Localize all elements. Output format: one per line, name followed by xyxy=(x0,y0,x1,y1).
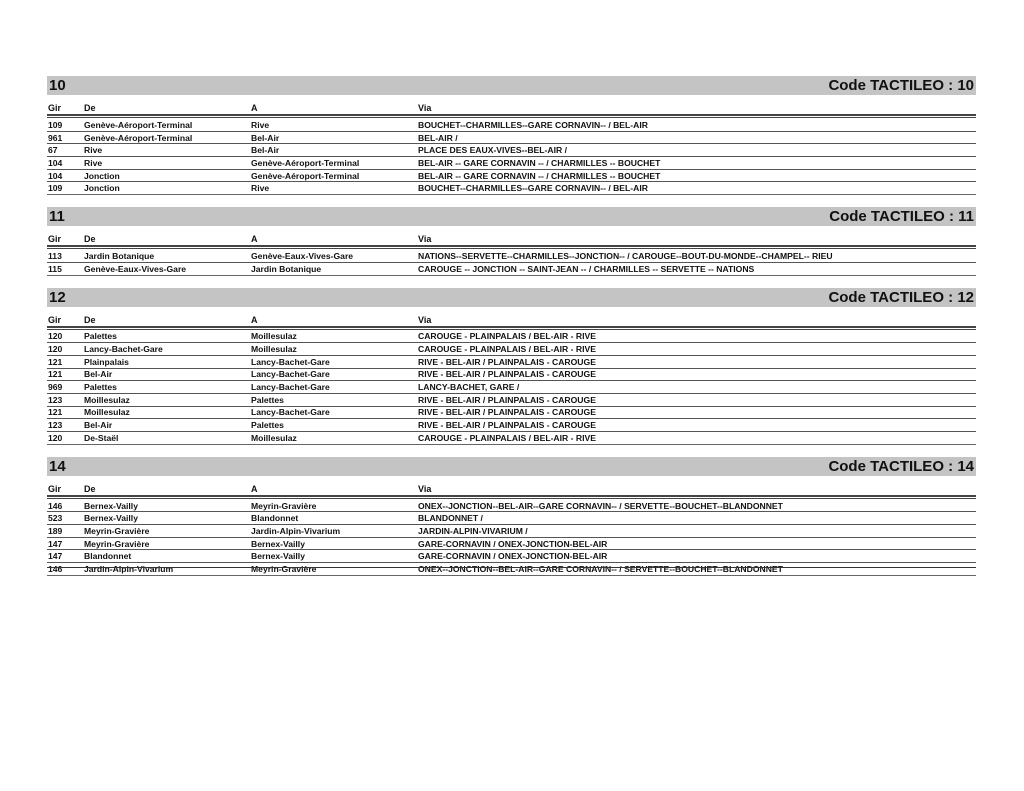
cell-gir: 120 xyxy=(48,432,63,443)
table-row xyxy=(47,157,976,170)
cell-via: CAROUGE -- JONCTION -- SAINT-JEAN -- / CHARMILLES -- SERVETTE -- NATIONS xyxy=(418,263,755,274)
table-row xyxy=(47,343,976,356)
cell-a: Rive xyxy=(251,183,270,194)
cell-via: ONEX--JONCTION--BEL-AIR--GARE CORNAVIN-- / SERVETTE--BOUCHET--BLANDONNET xyxy=(418,563,783,574)
column-header-via: Via xyxy=(418,314,432,325)
line-section xyxy=(47,457,976,576)
cell-gir: 67 xyxy=(48,145,58,156)
cell-a: Meyrin-Gravière xyxy=(251,500,317,511)
cell-de: Palettes xyxy=(84,382,117,393)
cell-de: Palettes xyxy=(84,331,117,342)
end-divider xyxy=(47,567,976,568)
cell-de: De-Staël xyxy=(84,432,119,443)
cell-de: Bernex-Vailly xyxy=(84,513,138,524)
cell-a: Lancy-Bachet-Gare xyxy=(251,382,330,393)
cell-de: Jardin Botanique xyxy=(84,250,155,261)
column-header-de: De xyxy=(84,314,96,325)
cell-gir: 120 xyxy=(48,331,63,342)
cell-via: PLACE DES EAUX-VIVES--BEL-AIR / xyxy=(418,145,567,156)
column-header-de: De xyxy=(84,483,96,494)
cell-de: Blandonnet xyxy=(84,551,132,562)
cell-gir: 109 xyxy=(48,183,63,194)
cell-via: BEL-AIR -- GARE CORNAVIN -- / CHARMILLES -- BOUCHET xyxy=(418,157,661,168)
table-row xyxy=(47,525,976,538)
cell-gir: 121 xyxy=(48,356,63,367)
cell-gir: 121 xyxy=(48,369,63,380)
cell-gir: 109 xyxy=(48,119,63,130)
cell-via: RIVE - BEL-AIR / PLAINPALAIS - CAROUGE xyxy=(418,407,596,418)
cell-de: Genève-Aéroport-Terminal xyxy=(84,119,193,130)
section-header-band xyxy=(47,288,976,307)
column-header-gir: Gir xyxy=(48,483,62,494)
cell-via: LANCY-BACHET, GARE / xyxy=(418,382,520,393)
cell-a: Lancy-Bachet-Gare xyxy=(251,369,330,380)
cell-gir: 120 xyxy=(48,344,63,355)
table-row xyxy=(47,331,976,344)
table-row xyxy=(47,369,976,382)
cell-a: Moillesulaz xyxy=(251,344,297,355)
section-header-band xyxy=(47,457,976,476)
table-body xyxy=(47,119,976,195)
cell-via: CAROUGE - PLAINPALAIS / BEL-AIR - RIVE xyxy=(418,344,596,355)
cell-a: Moillesulaz xyxy=(251,432,297,443)
table-row xyxy=(47,432,976,445)
table-header xyxy=(47,231,976,247)
table-row xyxy=(47,263,976,276)
route-document xyxy=(47,76,976,588)
cell-gir: 969 xyxy=(48,382,63,393)
cell-a: Moillesulaz xyxy=(251,331,297,342)
table-row xyxy=(47,170,976,183)
table-row xyxy=(47,144,976,157)
cell-a: Jardin Botanique xyxy=(251,263,322,274)
section-header-band xyxy=(47,76,976,95)
cell-a: Genève-Aéroport-Terminal xyxy=(251,170,360,181)
cell-de: Jardin-Alpin-Vivarium xyxy=(84,563,174,574)
cell-a: Meyrin-Gravière xyxy=(251,563,317,574)
cell-de: Bel-Air xyxy=(84,420,113,431)
cell-via: NATIONS--SERVETTE--CHARMILLES--JONCTION-- / CAROUGE--BOUT-DU-MONDE--CHAMPEL-- RIEU xyxy=(418,250,833,261)
line-section xyxy=(47,288,976,445)
line-number: 14 xyxy=(49,457,66,475)
column-header-via: Via xyxy=(418,483,432,494)
table-body xyxy=(47,250,976,275)
table-row xyxy=(47,394,976,407)
table-row xyxy=(47,538,976,551)
table-body xyxy=(47,331,976,445)
cell-de: Bernex-Vailly xyxy=(84,500,138,511)
cell-via: JARDIN-ALPIN-VIVARIUM / xyxy=(418,525,528,536)
cell-via: RIVE - BEL-AIR / PLAINPALAIS - CAROUGE xyxy=(418,420,596,431)
column-header-via: Via xyxy=(418,234,432,245)
column-header-via: Via xyxy=(418,103,432,113)
column-header-gir: Gir xyxy=(48,234,62,245)
cell-gir: 123 xyxy=(48,420,63,431)
column-header-gir: Gir xyxy=(48,314,62,325)
line-section xyxy=(47,76,976,195)
cell-de: Rive xyxy=(84,157,103,168)
cell-via: BEL-AIR / xyxy=(418,132,458,143)
cell-gir: 147 xyxy=(48,538,63,549)
table-row xyxy=(47,182,976,195)
cell-a: Genève-Aéroport-Terminal xyxy=(251,157,360,168)
table-row xyxy=(47,419,976,432)
cell-via: CAROUGE - PLAINPALAIS / BEL-AIR - RIVE xyxy=(418,331,596,342)
cell-gir: 961 xyxy=(48,132,63,143)
line-number: 12 xyxy=(49,288,66,306)
cell-gir: 189 xyxy=(48,525,63,536)
cell-via: BOUCHET--CHARMILLES--GARE CORNAVIN-- / BEL-AIR xyxy=(418,183,648,194)
cell-gir: 146 xyxy=(48,500,63,511)
cell-gir: 147 xyxy=(48,551,63,562)
cell-a: Genève-Eaux-Vives-Gare xyxy=(251,250,354,261)
cell-via: RIVE - BEL-AIR / PLAINPALAIS - CAROUGE xyxy=(418,369,596,380)
tactileo-code: Code TACTILEO : 12 xyxy=(828,288,974,306)
table-row xyxy=(47,381,976,394)
cell-de: Rive xyxy=(84,145,103,156)
section-header-band xyxy=(47,207,976,226)
cell-via: GARE-CORNAVIN / ONEX-JONCTION-BEL-AIR xyxy=(418,538,608,549)
table-body xyxy=(47,500,976,576)
cell-via: BLANDONNET / xyxy=(418,513,483,524)
cell-de: Moillesulaz xyxy=(84,394,130,405)
line-number: 11 xyxy=(49,208,65,226)
tactileo-code: Code TACTILEO : 10 xyxy=(828,77,974,94)
column-header-a: A xyxy=(251,234,258,245)
table-row xyxy=(47,500,976,513)
table-row xyxy=(47,356,976,369)
cell-de: Meyrin-Gravière xyxy=(84,525,150,536)
cell-via: RIVE - BEL-AIR / PLAINPALAIS - CAROUGE xyxy=(418,356,596,367)
column-header-de: De xyxy=(84,103,96,113)
table-row xyxy=(47,119,976,132)
cell-a: Bernex-Vailly xyxy=(251,551,305,562)
column-header-de: De xyxy=(84,234,96,245)
cell-de: Jonction xyxy=(84,170,120,181)
cell-via: CAROUGE - PLAINPALAIS / BEL-AIR - RIVE xyxy=(418,432,596,443)
cell-a: Blandonnet xyxy=(251,513,299,524)
table-row xyxy=(47,407,976,420)
cell-gir: 113 xyxy=(48,250,62,261)
cell-de: Genève-Eaux-Vives-Gare xyxy=(84,263,187,274)
cell-via: ONEX--JONCTION--BEL-AIR--GARE CORNAVIN-- / SERVETTE--BOUCHET--BLANDONNET xyxy=(418,500,783,511)
cell-a: Bel-Air xyxy=(251,132,280,143)
column-header-a: A xyxy=(251,314,258,325)
tactileo-code: Code TACTILEO : 11 xyxy=(829,208,974,226)
cell-via: GARE-CORNAVIN / ONEX-JONCTION-BEL-AIR xyxy=(418,551,608,562)
cell-de: Jonction xyxy=(84,183,120,194)
cell-a: Rive xyxy=(251,119,270,130)
cell-a: Lancy-Bachet-Gare xyxy=(251,356,330,367)
table-header xyxy=(47,481,976,497)
table-row xyxy=(47,250,976,263)
table-row xyxy=(47,132,976,145)
table-row xyxy=(47,563,976,576)
cell-gir: 115 xyxy=(48,263,62,274)
cell-gir: 146 xyxy=(48,563,63,574)
cell-de: Bel-Air xyxy=(84,369,113,380)
cell-gir: 123 xyxy=(48,394,63,405)
cell-a: Bernex-Vailly xyxy=(251,538,305,549)
cell-gir: 104 xyxy=(48,157,63,168)
cell-de: Lancy-Bachet-Gare xyxy=(84,344,163,355)
cell-gir: 104 xyxy=(48,170,63,181)
cell-via: BEL-AIR -- GARE CORNAVIN -- / CHARMILLES -- BOUCHET xyxy=(418,170,661,181)
cell-de: Meyrin-Gravière xyxy=(84,538,150,549)
cell-a: Palettes xyxy=(251,394,284,405)
cell-de: Plainpalais xyxy=(84,356,129,367)
cell-gir: 121 xyxy=(48,407,63,418)
column-header-gir: Gir xyxy=(48,103,62,113)
cell-a: Bel-Air xyxy=(251,145,280,156)
cell-a: Lancy-Bachet-Gare xyxy=(251,407,330,418)
column-header-a: A xyxy=(251,103,258,113)
line-number: 10 xyxy=(49,77,66,94)
table-header xyxy=(47,100,976,116)
cell-de: Moillesulaz xyxy=(84,407,130,418)
table-header xyxy=(47,312,976,328)
tactileo-code: Code TACTILEO : 14 xyxy=(828,457,974,475)
cell-a: Jardin-Alpin-Vivarium xyxy=(251,525,341,536)
cell-via: BOUCHET--CHARMILLES--GARE CORNAVIN-- / BEL-AIR xyxy=(418,119,648,130)
table-row xyxy=(47,550,976,563)
cell-de: Genève-Aéroport-Terminal xyxy=(84,132,193,143)
line-section xyxy=(47,207,976,275)
cell-a: Palettes xyxy=(251,420,284,431)
cell-gir: 523 xyxy=(48,513,63,524)
cell-via: RIVE - BEL-AIR / PLAINPALAIS - CAROUGE xyxy=(418,394,596,405)
table-row xyxy=(47,512,976,525)
column-header-a: A xyxy=(251,483,258,494)
